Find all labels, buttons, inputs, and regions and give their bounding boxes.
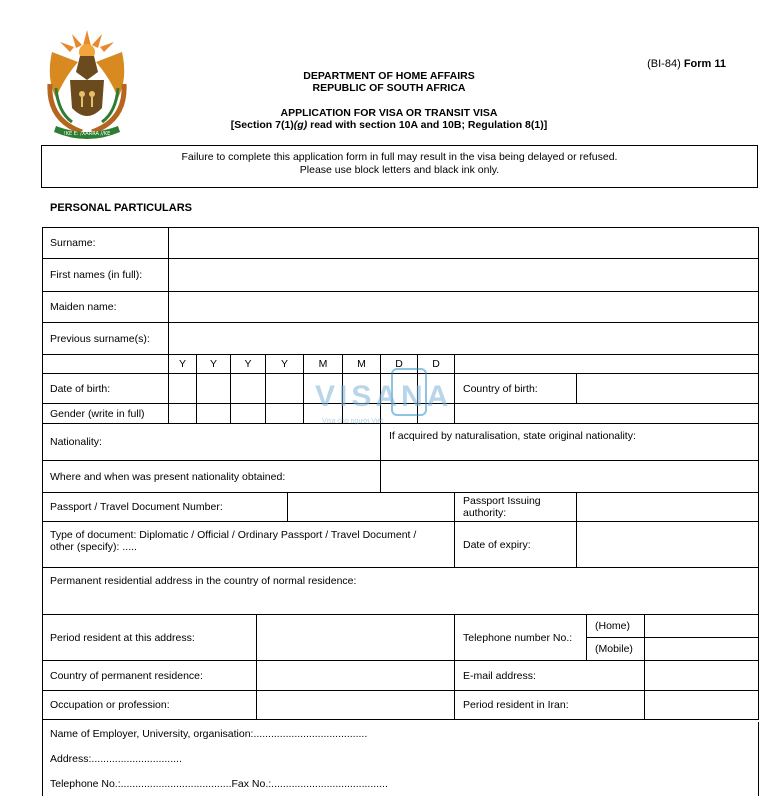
mobile-phone-input[interactable] bbox=[645, 638, 759, 661]
watermark-subtitle: Visa cho người Việt bbox=[322, 418, 384, 425]
date-header-y2: Y bbox=[197, 355, 231, 374]
country-residence-input[interactable] bbox=[257, 661, 455, 691]
gender-label: Gender (write in full) bbox=[42, 404, 169, 424]
date-of-expiry-input[interactable] bbox=[577, 522, 759, 568]
home-label: (Home) bbox=[587, 615, 645, 638]
surname-input[interactable] bbox=[169, 227, 759, 259]
gender-box-3[interactable] bbox=[231, 404, 266, 424]
period-resident-iran-input[interactable] bbox=[645, 691, 759, 720]
mobile-label: (Mobile) bbox=[587, 638, 645, 661]
naturalisation-label[interactable]: If acquired by naturalisation, state original nationality: bbox=[381, 424, 759, 461]
instructions-notice bbox=[41, 145, 758, 188]
telephone-number-label: Telephone number No.: bbox=[455, 615, 587, 661]
telephone-fax-field[interactable]: Telephone No.:......................................Fax No.:........................................ bbox=[50, 778, 388, 790]
maiden-name-label: Maiden name: bbox=[42, 292, 169, 323]
nationality-obtained-input[interactable] bbox=[381, 461, 759, 493]
address-field[interactable]: Address:............................... bbox=[50, 753, 182, 765]
country-residence-label: Country of permanent residence: bbox=[42, 661, 257, 691]
occupation-label: Occupation or profession: bbox=[42, 691, 257, 720]
passport-number-label: Passport / Travel Document Number: bbox=[42, 493, 288, 522]
notice-line-1: Failure to complete this application form in full may result in the visa being delayed or refused. bbox=[181, 151, 618, 163]
date-header-spacer bbox=[42, 355, 169, 374]
dob-y3-input[interactable] bbox=[231, 374, 266, 404]
gender-rest bbox=[455, 404, 759, 424]
first-names-label: First names (in full): bbox=[42, 259, 169, 292]
nationality-label[interactable]: Nationality: bbox=[42, 424, 381, 461]
previous-surnames-label: Previous surname(s): bbox=[42, 323, 169, 355]
gender-box-2[interactable] bbox=[197, 404, 231, 424]
home-phone-input[interactable] bbox=[645, 615, 759, 638]
country-of-birth-label: Country of birth: bbox=[455, 374, 577, 404]
email-input[interactable] bbox=[645, 661, 759, 691]
surname-label: Surname: bbox=[42, 227, 169, 259]
notice-line-2: Please use block letters and black ink only. bbox=[299, 164, 500, 176]
passport-number-input[interactable] bbox=[288, 493, 455, 522]
maiden-name-input[interactable] bbox=[169, 292, 759, 323]
date-of-expiry-label: Date of expiry: bbox=[455, 522, 577, 568]
date-header-y4: Y bbox=[266, 355, 304, 374]
date-header-d1: D bbox=[381, 355, 418, 374]
permanent-address-label[interactable]: Permanent residential address in the country of normal residence: bbox=[42, 568, 759, 615]
coat-of-arms-logo bbox=[42, 28, 132, 146]
dob-y2-input[interactable] bbox=[197, 374, 231, 404]
gender-box-1[interactable] bbox=[169, 404, 197, 424]
date-header-m2: M bbox=[343, 355, 381, 374]
passport-authority-label: Passport Issuing authority: bbox=[455, 493, 577, 522]
section-title: PERSONAL PARTICULARS bbox=[50, 202, 192, 214]
date-header-d2: D bbox=[418, 355, 455, 374]
form-number: (BI-84) Form 11 bbox=[647, 58, 726, 70]
email-label: E-mail address: bbox=[455, 661, 645, 691]
nationality-obtained-label: Where and when was present nationality obtained: bbox=[42, 461, 381, 493]
employer-field[interactable]: Name of Employer, University, organisation:....................................... bbox=[50, 728, 368, 740]
date-header-rest bbox=[455, 355, 759, 374]
period-resident-iran-label: Period resident in Iran: bbox=[455, 691, 645, 720]
employer-block bbox=[42, 722, 759, 796]
department-line-2: REPUBLIC OF SOUTH AFRICA bbox=[312, 82, 466, 94]
date-header-y3: Y bbox=[231, 355, 266, 374]
form-title: APPLICATION FOR VISA OR TRANSIT VISA bbox=[280, 107, 498, 119]
dob-y1-input[interactable] bbox=[169, 374, 197, 404]
gender-box-4[interactable] bbox=[266, 404, 304, 424]
date-header-y1: Y bbox=[169, 355, 197, 374]
department-line-1: DEPARTMENT OF HOME AFFAIRS bbox=[303, 70, 475, 82]
document-type-label[interactable]: Type of document: Diplomatic / Official / Ordinary Passport / Travel Document / other (specify): ..... bbox=[42, 522, 455, 568]
country-of-birth-input[interactable] bbox=[577, 374, 759, 404]
period-resident-address-input[interactable] bbox=[257, 615, 455, 661]
motto-text: !KE E: /XARRA //KE bbox=[63, 131, 111, 137]
period-resident-address-label: Period resident at this address: bbox=[42, 615, 257, 661]
previous-surnames-input[interactable] bbox=[169, 323, 759, 355]
form-legal-reference: [Section 7(1)(g) read with section 10A and 10B; Regulation 8(1)] bbox=[230, 119, 548, 131]
first-names-input[interactable] bbox=[169, 259, 759, 292]
passport-authority-input[interactable] bbox=[577, 493, 759, 522]
dob-y4-input[interactable] bbox=[266, 374, 304, 404]
date-of-birth-label: Date of birth: bbox=[42, 374, 169, 404]
date-header-m1: M bbox=[304, 355, 343, 374]
occupation-input[interactable] bbox=[257, 691, 455, 720]
watermark: VISANA bbox=[315, 380, 453, 413]
